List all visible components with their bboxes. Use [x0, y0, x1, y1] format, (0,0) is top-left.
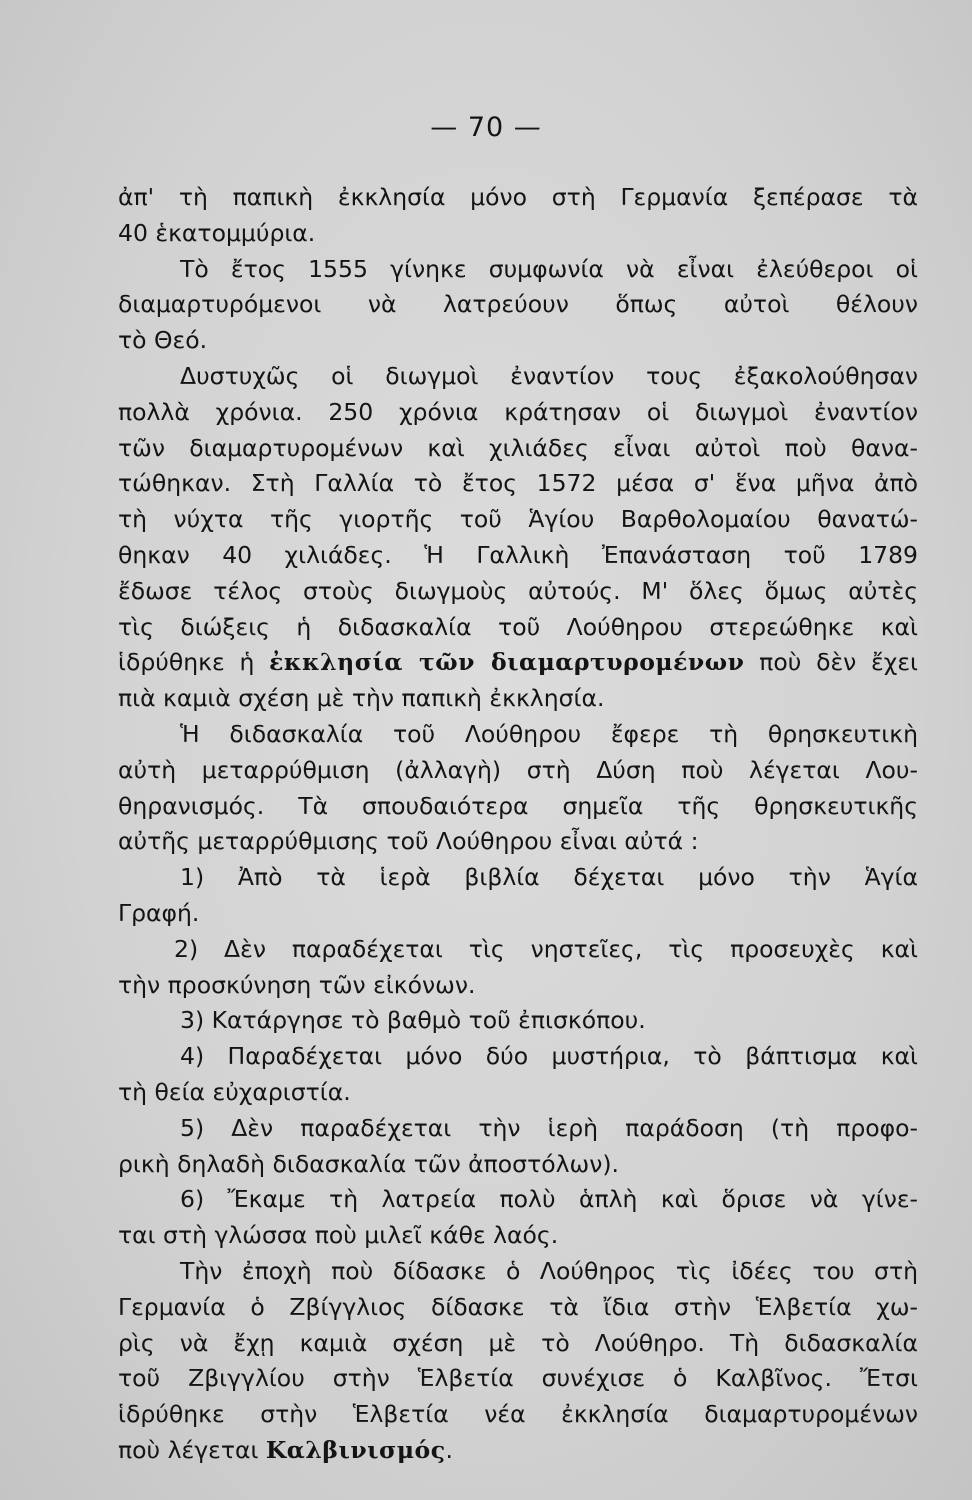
- text-segment: ἱδρύθηκε ἡ: [118, 648, 270, 677]
- text-line: αὐτῆς μεταρρύθμισης τοῦ Λούθηρου εἶναι αὐτά :: [118, 827, 699, 856]
- text-segment: ποὺ λέγεται: [118, 1435, 266, 1464]
- text-line: ἱδρύθηκε στὴν Ἑλβετία νέα ἐκκλησία διαμαρτυρομένων: [118, 1400, 918, 1429]
- text-line: Τὸ ἔτος 1555 γίνηκε συμφωνία νὰ εἶναι ἐλεύθεροι οἱ: [180, 254, 918, 283]
- text-line: τὶς διώξεις ἡ διδασκαλία τοῦ Λούθηρου στερεώθηκε καὶ: [118, 612, 918, 641]
- text-line: 5) Δὲν παραδέχεται τὴν ἱερὴ παράδοση (τὴ προφο-: [180, 1113, 918, 1142]
- text-line: ται στὴ γλώσσα ποὺ μιλεῖ κάθε λαός.: [118, 1221, 559, 1250]
- text-line: θηρανισμός. Τὰ σπουδαιότερα σημεῖα τῆς θρησκευτικῆς: [118, 791, 918, 820]
- text-line: ἔδωσε τέλος στοὺς διωγμοὺς αὐτούς. Μ' ὅλες ὅμως αὐτὲς: [118, 576, 918, 605]
- text-line: Δυστυχῶς οἱ διωγμοὶ ἐναντίον τους ἐξακολούθησαν: [180, 361, 918, 390]
- text-line: ρὶς νὰ ἔχῃ καμιὰ σχέση μὲ τὸ Λούθηρο. Τὴ διδασκαλία: [118, 1328, 918, 1357]
- text-line: 4) Παραδέχεται μόνο δύο μυστήρια, τὸ βάπτισμα καὶ: [180, 1042, 918, 1071]
- text-line: τῶν διαμαρτυρομένων καὶ χιλιάδες εἶναι αὐτοὶ ποὺ θανα-: [118, 433, 918, 462]
- text-line: πολλὰ χρόνια. 250 χρόνια κράτησαν οἱ διωγμοὶ ἐναντίον: [118, 397, 918, 426]
- text-line: 3) Κατάργησε τὸ βαθμὸ τοῦ ἐπισκόπου.: [180, 1006, 646, 1035]
- text-line: τὴ θεία εὐχαριστία.: [118, 1077, 351, 1106]
- text-line: Τὴν ἐποχὴ ποὺ δίδασκε ὁ Λούθηρος τὶς ἰδέες του στὴ: [180, 1256, 918, 1285]
- body-text: [118, 180, 918, 1469]
- page-number: — 70 —: [430, 112, 542, 143]
- text-line: [118, 1433, 918, 1469]
- text-line: Ἡ διδασκαλία τοῦ Λούθηρου ἔφερε τὴ θρησκευτικὴ: [180, 719, 918, 748]
- text-line: 40 ἑκατομμύρια.: [118, 218, 316, 247]
- text-line: διαμαρτυρόμενοι νὰ λατρεύουν ὅπως αὐτοὶ θέλουν: [118, 290, 918, 319]
- text-line: [118, 645, 918, 681]
- text-line: 2) Δὲν παραδέχεται τὶς νηστεῖες, τὶς προσευχὲς καὶ: [174, 934, 918, 963]
- text-line: θηκαν 40 χιλιάδες. Ἡ Γαλλικὴ Ἐπανάσταση τοῦ 1789: [118, 540, 918, 569]
- text-line: Γραφή.: [118, 898, 200, 927]
- text-segment: ποὺ δὲν ἔχει: [744, 648, 918, 677]
- text-line: τοῦ Ζβιγγλίου στὴν Ἑλβετία συνέχισε ὁ Καλβῖνος. Ἔτσι: [118, 1364, 918, 1393]
- emphasized-term: Καλβινισμός: [265, 1435, 446, 1464]
- text-line: τὸ Θεό.: [118, 326, 208, 355]
- text-line: αὐτὴ μεταρρύθμιση (ἀλλαγὴ) στὴ Δύση ποὺ λέγεται Λου-: [118, 755, 918, 784]
- text-line: 6) Ἔκαμε τὴ λατρεία πολὺ ἁπλὴ καὶ ὅρισε νὰ γίνε-: [180, 1185, 918, 1214]
- text-line: 1) Ἀπὸ τὰ ἱερὰ βιβλία δέχεται μόνο τὴν Ἁγία: [180, 863, 918, 892]
- text-line: Γερμανία ὁ Ζβίγγλιος δίδασκε τὰ ἴδια στὴν Ἑλβετία χω-: [118, 1292, 918, 1321]
- text-line: τὴ νύχτα τῆς γιορτῆς τοῦ Ἁγίου Βαρθολομαίου θανατώ-: [118, 505, 918, 534]
- text-line: τώθηκαν. Στὴ Γαλλία τὸ ἔτος 1572 μέσα σ' ἕνα μῆνα ἀπὸ: [118, 469, 918, 498]
- text-line: τὴν προσκύνηση τῶν εἰκόνων.: [118, 970, 476, 999]
- text-line: ρικὴ δηλαδὴ διδασκαλία τῶν ἀποστόλων).: [118, 1149, 619, 1178]
- text-line: ἀπ' τὴ παπικὴ ἐκκλησία μόνο στὴ Γερμανία ξεπέρασε τὰ: [118, 183, 918, 211]
- emphasized-term: ἐκκλησία τῶν διαμαρτυρομένων: [269, 648, 745, 677]
- text-segment: .: [445, 1435, 454, 1464]
- text-line: πιὰ καμιὰ σχέση μὲ τὴν παπικὴ ἐκκλησία.: [118, 684, 605, 713]
